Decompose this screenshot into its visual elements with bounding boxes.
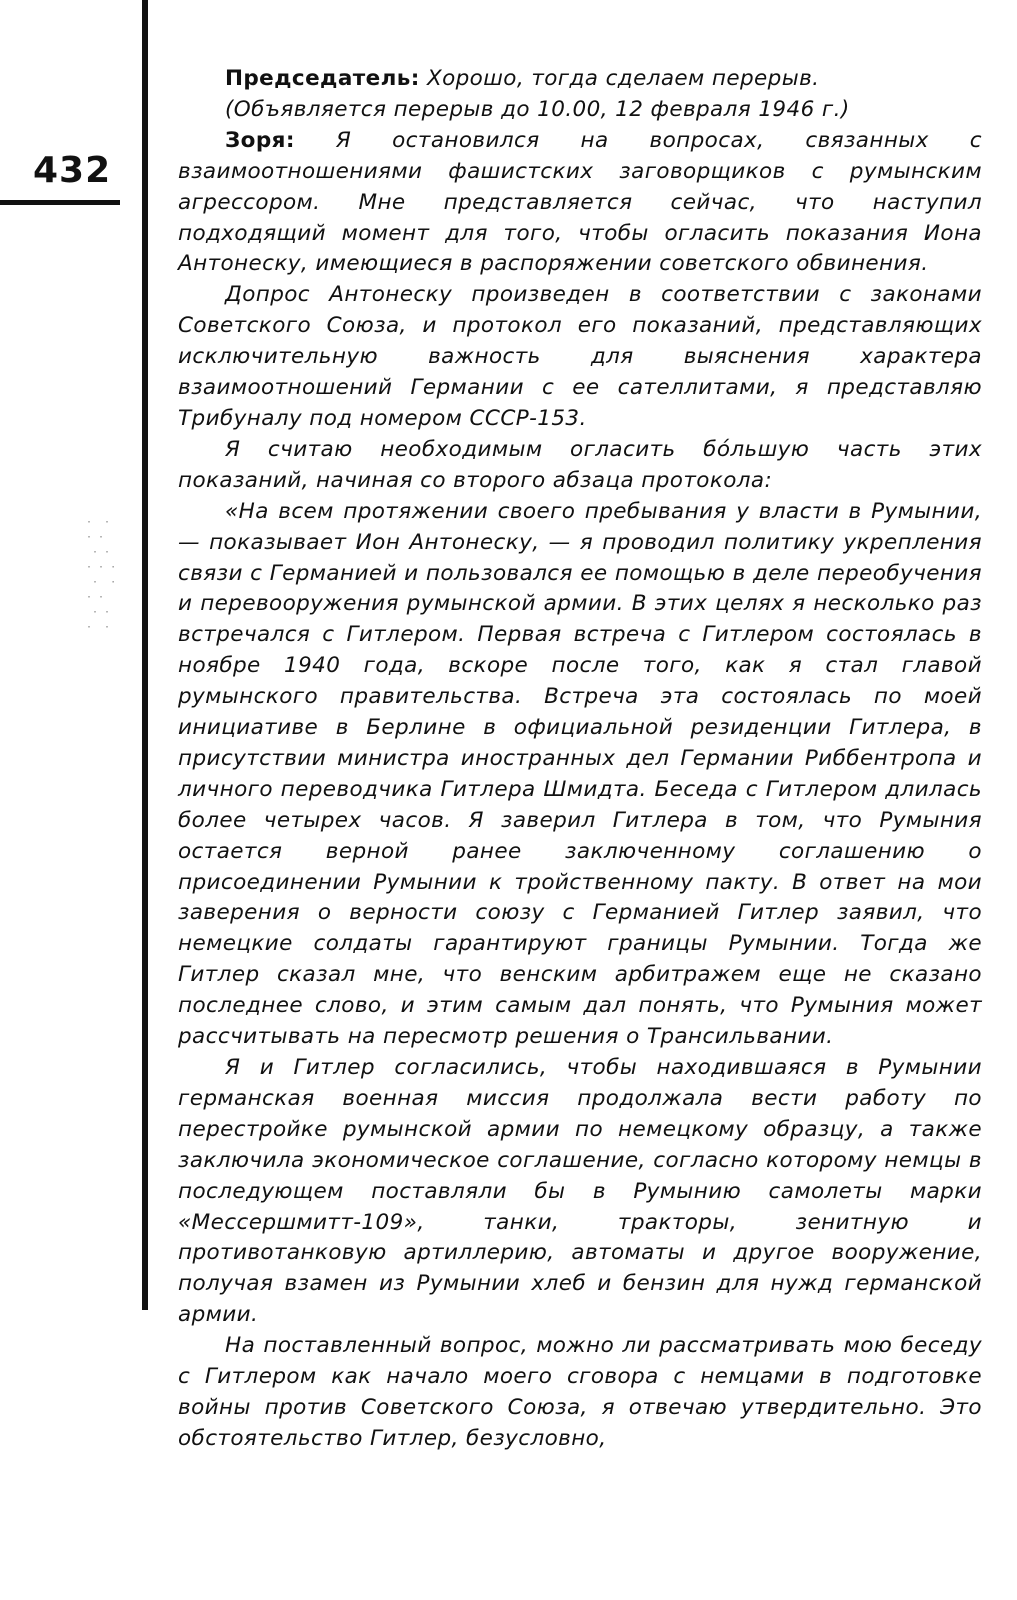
paragraph-text: Я считаю необходимым огласить бóльшую часть этих показаний, начиная со второго абзаца протокола:: [178, 436, 982, 493]
margin-vertical-rule: [142, 0, 148, 1310]
page-number: 432: [33, 150, 112, 191]
paragraph: [178, 1053, 982, 1331]
margin-scan-marks: · · · · · · · · · · · · · · · · ·: [86, 517, 117, 633]
paragraph-text: Допрос Антонеску произведен в соответствии с законами Советского Союза, и протокол его показаний, представляющих исключительную важность для выяснения характера взаимоотношений Германии с ее сателлитами, я представляю Трибуналу под номером СССР-153.: [178, 282, 982, 431]
paragraph: [178, 126, 982, 281]
document-body: [178, 64, 982, 1455]
paragraph: [178, 1331, 982, 1455]
paragraph-text: Я остановился на вопросах, связанных с взаимоотношениями фашистских заговорщиков с румынским агрессором. Мне представляется сейчас, что наступил подходящий момент для того, чтобы огласить показания Иона Антонеску, имеющиеся в распоряжении советского обвинения.: [178, 127, 982, 277]
speaker-label: Председатель:: [225, 66, 420, 91]
speaker-label: Зоря:: [225, 127, 295, 153]
paragraph-text: Я и Гитлер согласились, чтобы находившаяся в Румынии германская военная миссия продолжала вести работу по перестройке румынской армии по немецкому образцу, а также заключила экономическое соглашение, согласно которому немцы в последующем поставляли бы в Румынию самолеты марки «Мессершмитт-109», танки, тракторы, зенитную и противотанковую артиллерию, автоматы и другое вооружение, получая взамен из Румынии хлеб и бензин для нужд германской армии.: [178, 1055, 982, 1328]
paragraph-text: На поставленный вопрос, можно ли рассматривать мою беседу с Гитлером как начало моего сговора с немцами в подготовке войны против Советского Союза, я отвечаю утвердительно. Это обстоятельство Гитлер, безусловно,: [178, 1333, 982, 1451]
page-number-rule: [0, 200, 120, 205]
paragraph: [178, 95, 982, 126]
paragraph-text: (Объявляется перерыв до 10.00, 12 февраля 1946 г.): [225, 96, 850, 122]
paragraph-text: «На всем протяжении своего пребывания у власти в Румынии, — показывает Ион Антонеску, — я проводил политику укрепления связи с Германией и пользовался ее помощью в деле переобучения и перевооружения румынской армии. В этих целях я несколько раз встречался с Гитлером. Первая встреча с Гитлером состоялась в ноябре 1940 года, вскоре после того, как я стал главой румынского правительства. Встреча эта состоялась по моей инициативе в Берлине в официальной резиденции Гитлера, в присутствии министра иностранных дел Германии Риббентропа и личного переводчика Гитлера Шмидта. Беседа с Гитлером длилась более четырех часов. Я заверил Гитлера в том, что Румыния остается верной ранее заключенному соглашению о присоединении Румынии к тройственному пакту. В ответ на мои заверения о верности союзу с Германией Гитлер заявил, что немецкие солдаты гарантируют границы Румынии. Тогда же Гитлер сказал мне, что венским арбитражем еще не сказано последнее слово, и этим самым дал понять, что Румыния может рассчитывать на пересмотр решения о Трансильвании.: [178, 498, 982, 1050]
paragraph: [178, 497, 982, 1053]
paragraph: [178, 435, 982, 497]
paragraph: [178, 64, 982, 95]
paragraph-text: Хорошо, тогда сделаем перерыв.: [419, 66, 820, 91]
paragraph: [178, 280, 982, 435]
